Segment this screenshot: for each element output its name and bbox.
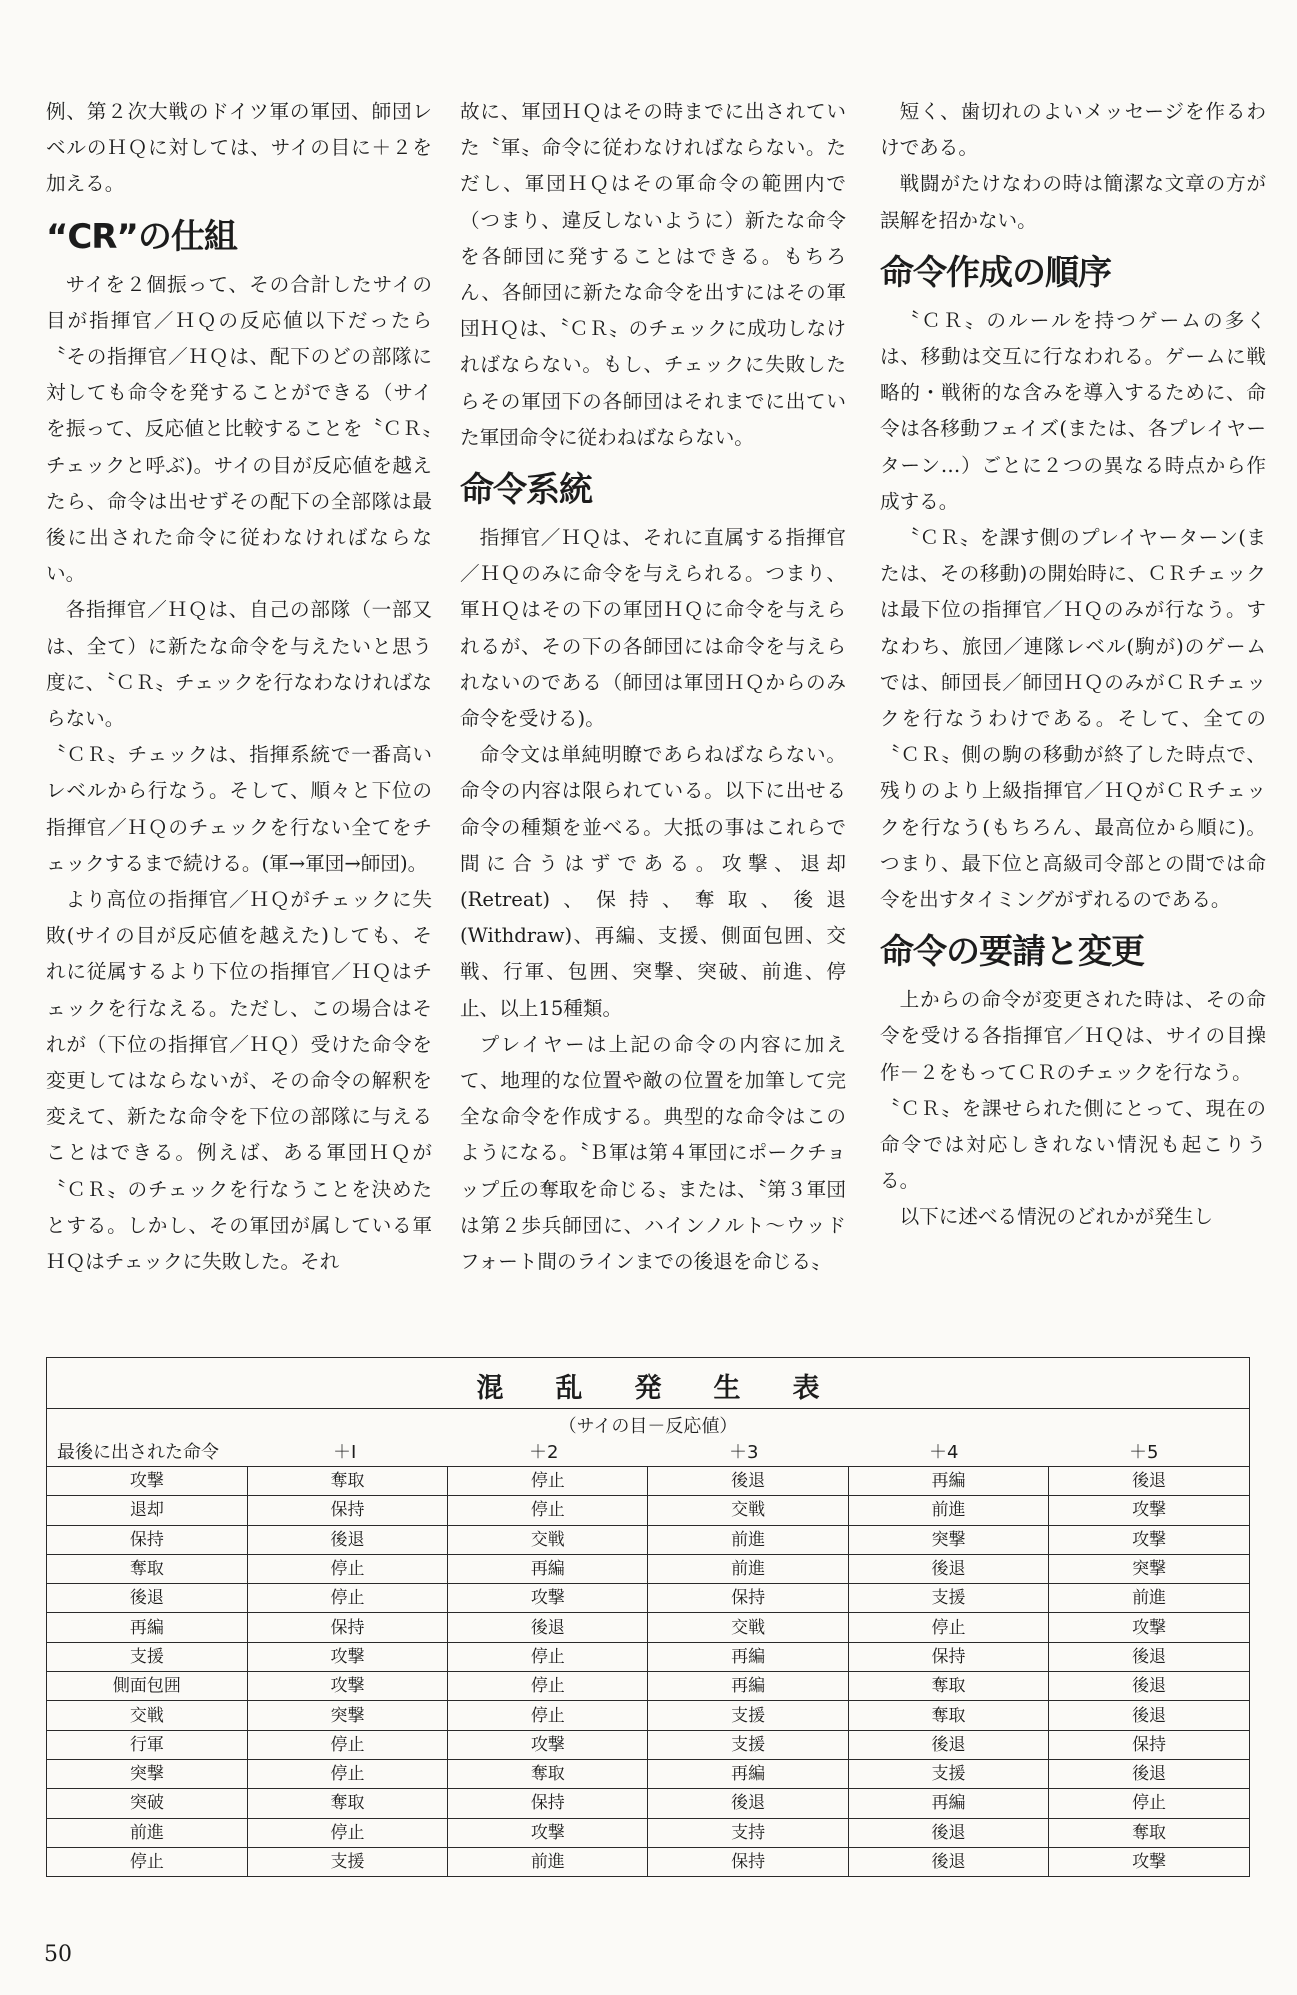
table-row <box>47 1730 1249 1759</box>
paragraph: 上からの命令が変更された時は、その命令を受ける各指揮官／ＨＱは、サイの目操作－２をもってＣＲのチェックを行なう。 <box>880 988 1266 1084</box>
result-cell: 再編 <box>648 1642 848 1671</box>
result-cell: 保持 <box>648 1847 848 1876</box>
table-header-row <box>47 1438 1249 1466</box>
result-cell: 支援 <box>848 1759 1048 1788</box>
result-cell: 後退 <box>1049 1467 1249 1496</box>
result-cell: 保持 <box>247 1613 447 1642</box>
text-column-2 <box>460 94 846 1280</box>
table-title-rule <box>47 1408 1249 1409</box>
table-title: 混乱発生表 <box>476 1373 872 1404</box>
text-column-1 <box>46 94 432 1280</box>
paragraph: 〝ＣＲ〟を課せられた側にとって、現在の命令では対応しきれない情況も起こりうる。 <box>880 1096 1266 1193</box>
result-cell: 再編 <box>648 1672 848 1701</box>
result-cell: 後退 <box>1049 1759 1249 1788</box>
paragraph: プレイヤーは上記の命令の内容に加えて、地理的な位置や敵の位置を加筆して完全な命令を作成する。典型的な命令はこのようになる。〝Ｂ軍は第４軍団にポークチョップ丘の奪取を命じる〟または、〝第３軍団は第２歩兵師団に、ハインノルト～ウッドフォート間のラインまでの後退を命じる〟 <box>460 1032 846 1274</box>
paragraph: 〝ＣＲ〟のルールを持つゲームの多くは、移動は交互に行なわれる。ゲームに戦略的・戦術的な含みを導入するために、命令は各移動フェイズ(または、各プレイヤーターン…）ごとに２つの異なる時点から作成する。 <box>880 308 1266 513</box>
row-order-cell: 再編 <box>47 1613 247 1642</box>
paragraph: 指揮官／ＨＱは、それに直属する指揮官／ＨＱのみに命令を与えられる。つまり、軍ＨＱはその下の軍団ＨＱに命令を与えられるが、その下の各師団には命令を与えられないのである（師団は軍団ＨＱからのみ命令を受ける)。 <box>460 526 846 731</box>
paragraph: 各指揮官／ＨＱは、自己の部隊（一部又は、全て）に新たな命令を与えたいと思う度に、〝ＣＲ〟チェックを行なわなければならない。 <box>46 598 432 731</box>
paragraph: 戦闘がたけなわの時は簡潔な文章の方が誤解を招かない。 <box>880 172 1266 232</box>
result-cell: 後退 <box>848 1847 1048 1876</box>
result-cell: 前進 <box>448 1847 648 1876</box>
result-cell: 停止 <box>448 1642 648 1671</box>
result-cell: 保持 <box>247 1496 447 1525</box>
result-cell: 攻撃 <box>448 1818 648 1847</box>
table-row <box>47 1642 1249 1671</box>
result-cell: 前進 <box>648 1554 848 1583</box>
table-row <box>47 1759 1249 1788</box>
row-order-cell: 突破 <box>47 1789 247 1818</box>
result-cell: 保持 <box>648 1584 848 1613</box>
result-cell: 交戦 <box>648 1613 848 1642</box>
result-cell: 交戦 <box>648 1496 848 1525</box>
table-row <box>47 1789 1249 1818</box>
table-row <box>47 1525 1249 1554</box>
paragraph: 〝ＣＲ〟を課す側のプレイヤーターン(または、その移動)の開始時に、ＣＲチェックは最下位の指揮官／ＨＱのみが行なう。すなわち、旅団／連隊レベル(駒が)のゲームでは、師団長／師団ＨＱのみがＣＲチェックを行なうわけである。そして、全ての〝ＣＲ〟側の駒の移動が終了した時点で、残りのより上級指揮官／ＨＱがＣＲチェックを行なう(もちろん、最高位から順に)。つまり、最下位と高級司令部との間では命令を出すタイミングがずれるのである。 <box>880 526 1266 912</box>
paragraph: 短く、歯切れのよいメッセージを作るわけである。 <box>880 100 1266 160</box>
result-cell: 停止 <box>247 1584 447 1613</box>
result-cell: 支援 <box>247 1847 447 1876</box>
result-cell: 後退 <box>1049 1701 1249 1730</box>
text-column-3 <box>880 94 1266 1236</box>
result-cell: 攻撃 <box>1049 1613 1249 1642</box>
row-order-cell: 停止 <box>47 1847 247 1876</box>
result-cell: 後退 <box>848 1554 1048 1583</box>
result-cell: 再編 <box>848 1467 1048 1496</box>
table-subtitle: （サイの目－反応値） <box>558 1416 738 1437</box>
paragraph: 故に、軍団ＨＱはその時までに出されていた〝軍〟命令に従わなければならない。ただし、軍団ＨＱはその軍命令の範囲内で（つまり、違反しないように）新たな命令を各師団に発することはできる。もちろん、各師団に新たな命令を出すにはその軍団ＨＱは、〝ＣＲ〟のチェックに成功しなければならない。もし、チェックに失敗したらその軍団下の各師団はそれまでに出ていた軍団命令に従わねばならない。 <box>460 100 846 449</box>
result-cell: 支持 <box>648 1818 848 1847</box>
row-order-cell: 支援 <box>47 1642 247 1671</box>
result-cell: 支援 <box>648 1730 848 1759</box>
result-cell: 攻撃 <box>448 1584 648 1613</box>
table-row <box>47 1584 1249 1613</box>
result-cell: 突撃 <box>848 1525 1048 1554</box>
table-header-plus1: ＋Ⅰ <box>333 1442 357 1463</box>
result-cell: 攻撃 <box>1049 1496 1249 1525</box>
confusion-table-panel <box>46 1357 1250 1877</box>
paragraph: 〝ＣＲ〟チェックは、指揮系統で一番高いレベルから行なう。そして、順々と下位の指揮官／ＨＱのチェックを行ない全てをチェックするまで続ける。(軍→軍団→師団)。 <box>46 743 432 875</box>
result-cell: 後退 <box>648 1467 848 1496</box>
row-order-cell: 保持 <box>47 1525 247 1554</box>
result-cell: 交戦 <box>448 1525 648 1554</box>
paragraph: サイを２個振って、その合計したサイの目が指揮官／ＨＱの反応値以下だったら〝その指揮官／ＨＱは、配下のどの部隊に対しても命令を発することができる（サイを振って、反応値と比較することを〝ＣＲ〟チェックと呼ぶ)。サイの目が反応値を越えたら、命令は出せずその配下の全部隊は最後に出された命令に従わなければならない。 <box>46 272 432 586</box>
result-cell: 後退 <box>1049 1672 1249 1701</box>
table-row <box>47 1496 1249 1525</box>
result-cell: 再編 <box>448 1554 648 1583</box>
row-order-cell: 交戦 <box>47 1701 247 1730</box>
table-row <box>47 1613 1249 1642</box>
table-header-last-order: 最後に出された命令 <box>57 1442 219 1463</box>
result-cell: 突撃 <box>247 1701 447 1730</box>
row-order-cell: 行軍 <box>47 1730 247 1759</box>
result-cell: 奪取 <box>448 1759 648 1788</box>
section-heading: 命令系統 <box>460 470 592 511</box>
result-cell: 攻撃 <box>1049 1847 1249 1876</box>
table-row <box>47 1672 1249 1701</box>
table-row <box>47 1701 1249 1730</box>
table-header-plus5: ＋5 <box>1129 1442 1159 1463</box>
result-cell: 停止 <box>247 1554 447 1583</box>
table-header-plus2: ＋2 <box>529 1442 559 1463</box>
row-order-cell: 前進 <box>47 1818 247 1847</box>
result-cell: 停止 <box>448 1496 648 1525</box>
result-cell: 攻撃 <box>247 1672 447 1701</box>
result-cell: 後退 <box>848 1818 1048 1847</box>
result-cell: 保持 <box>448 1789 648 1818</box>
result-cell: 前進 <box>1049 1584 1249 1613</box>
result-cell: 再編 <box>848 1789 1048 1818</box>
paragraph: 命令文は単純明瞭であらねばならない。命令の内容は限られている。以下に出せる命令の種類を並べる。大抵の事はこれらで間に合うはずである。攻撃、退却(Retreat)、保持、奪取、後退(Withdraw)、再編、支援、側面包囲、交戦、行軍、包囲、突撃、突破、前進、停止、以上15種類。 <box>460 743 846 1020</box>
result-cell: 停止 <box>848 1613 1048 1642</box>
result-cell: 前進 <box>848 1496 1048 1525</box>
row-order-cell: 奪取 <box>47 1554 247 1583</box>
paragraph: 例、第２次大戦のドイツ軍の軍団、師団レベルのＨＱに対しては、サイの目に＋２を加える。 <box>46 100 432 196</box>
section-heading: 命令作成の順序 <box>880 252 1111 293</box>
result-cell: 保持 <box>848 1642 1048 1671</box>
row-order-cell: 退却 <box>47 1496 247 1525</box>
result-cell: 停止 <box>1049 1789 1249 1818</box>
result-cell: 停止 <box>247 1730 447 1759</box>
result-cell: 停止 <box>247 1818 447 1847</box>
result-cell: 攻撃 <box>247 1642 447 1671</box>
result-cell: 奪取 <box>247 1467 447 1496</box>
table-header-plus3: ＋3 <box>729 1442 759 1463</box>
result-cell: 前進 <box>648 1525 848 1554</box>
table-row <box>47 1847 1249 1876</box>
result-cell: 攻撃 <box>448 1730 648 1759</box>
result-cell: 支援 <box>848 1584 1048 1613</box>
result-cell: 後退 <box>648 1789 848 1818</box>
result-cell: 停止 <box>448 1467 648 1496</box>
result-cell: 再編 <box>648 1759 848 1788</box>
section-heading: “CR”の仕組 <box>46 216 237 257</box>
result-cell: 奪取 <box>848 1701 1048 1730</box>
result-cell: 後退 <box>247 1525 447 1554</box>
result-cell: 奪取 <box>848 1672 1048 1701</box>
result-cell: 奪取 <box>1049 1818 1249 1847</box>
row-order-cell: 突撃 <box>47 1759 247 1788</box>
result-cell: 後退 <box>448 1613 648 1642</box>
result-cell: 後退 <box>848 1730 1048 1759</box>
result-cell: 保持 <box>1049 1730 1249 1759</box>
paragraph: 以下に述べる情況のどれかが発生し <box>899 1205 1214 1229</box>
table-header-plus4: ＋4 <box>929 1442 959 1463</box>
result-cell: 支援 <box>648 1701 848 1730</box>
result-cell: 停止 <box>448 1701 648 1730</box>
result-cell: 後退 <box>1049 1642 1249 1671</box>
table-row <box>47 1554 1249 1583</box>
result-cell: 突撃 <box>1049 1554 1249 1583</box>
confusion-table <box>47 1466 1249 1876</box>
row-order-cell: 側面包囲 <box>47 1672 247 1701</box>
paragraph: より高位の指揮官／ＨＱがチェックに失敗(サイの目が反応値を越えた)しても、それに従属するより下位の指揮官／ＨＱはチェックを行なえる。ただし、この場合はそれが（下位の指揮官／ＨＱ）受けた命令を変更してはならないが、その命令の解釈を変えて、新たな命令を下位の部隊に与えることはできる。例えば、ある軍団ＨＱが〝ＣＲ〟のチェックを行なうことを決めたとする。しかし、その軍団が属している軍ＨＱはチェックに失敗した。それ <box>46 888 432 1274</box>
table-row <box>47 1467 1249 1496</box>
row-order-cell: 後退 <box>47 1584 247 1613</box>
result-cell: 攻撃 <box>1049 1525 1249 1554</box>
section-heading: 命令の要請と変更 <box>880 932 1144 973</box>
result-cell: 停止 <box>448 1672 648 1701</box>
result-cell: 奪取 <box>247 1789 447 1818</box>
table-row <box>47 1818 1249 1847</box>
result-cell: 停止 <box>247 1759 447 1788</box>
page-number: 50 <box>44 1942 72 1967</box>
row-order-cell: 攻撃 <box>47 1467 247 1496</box>
